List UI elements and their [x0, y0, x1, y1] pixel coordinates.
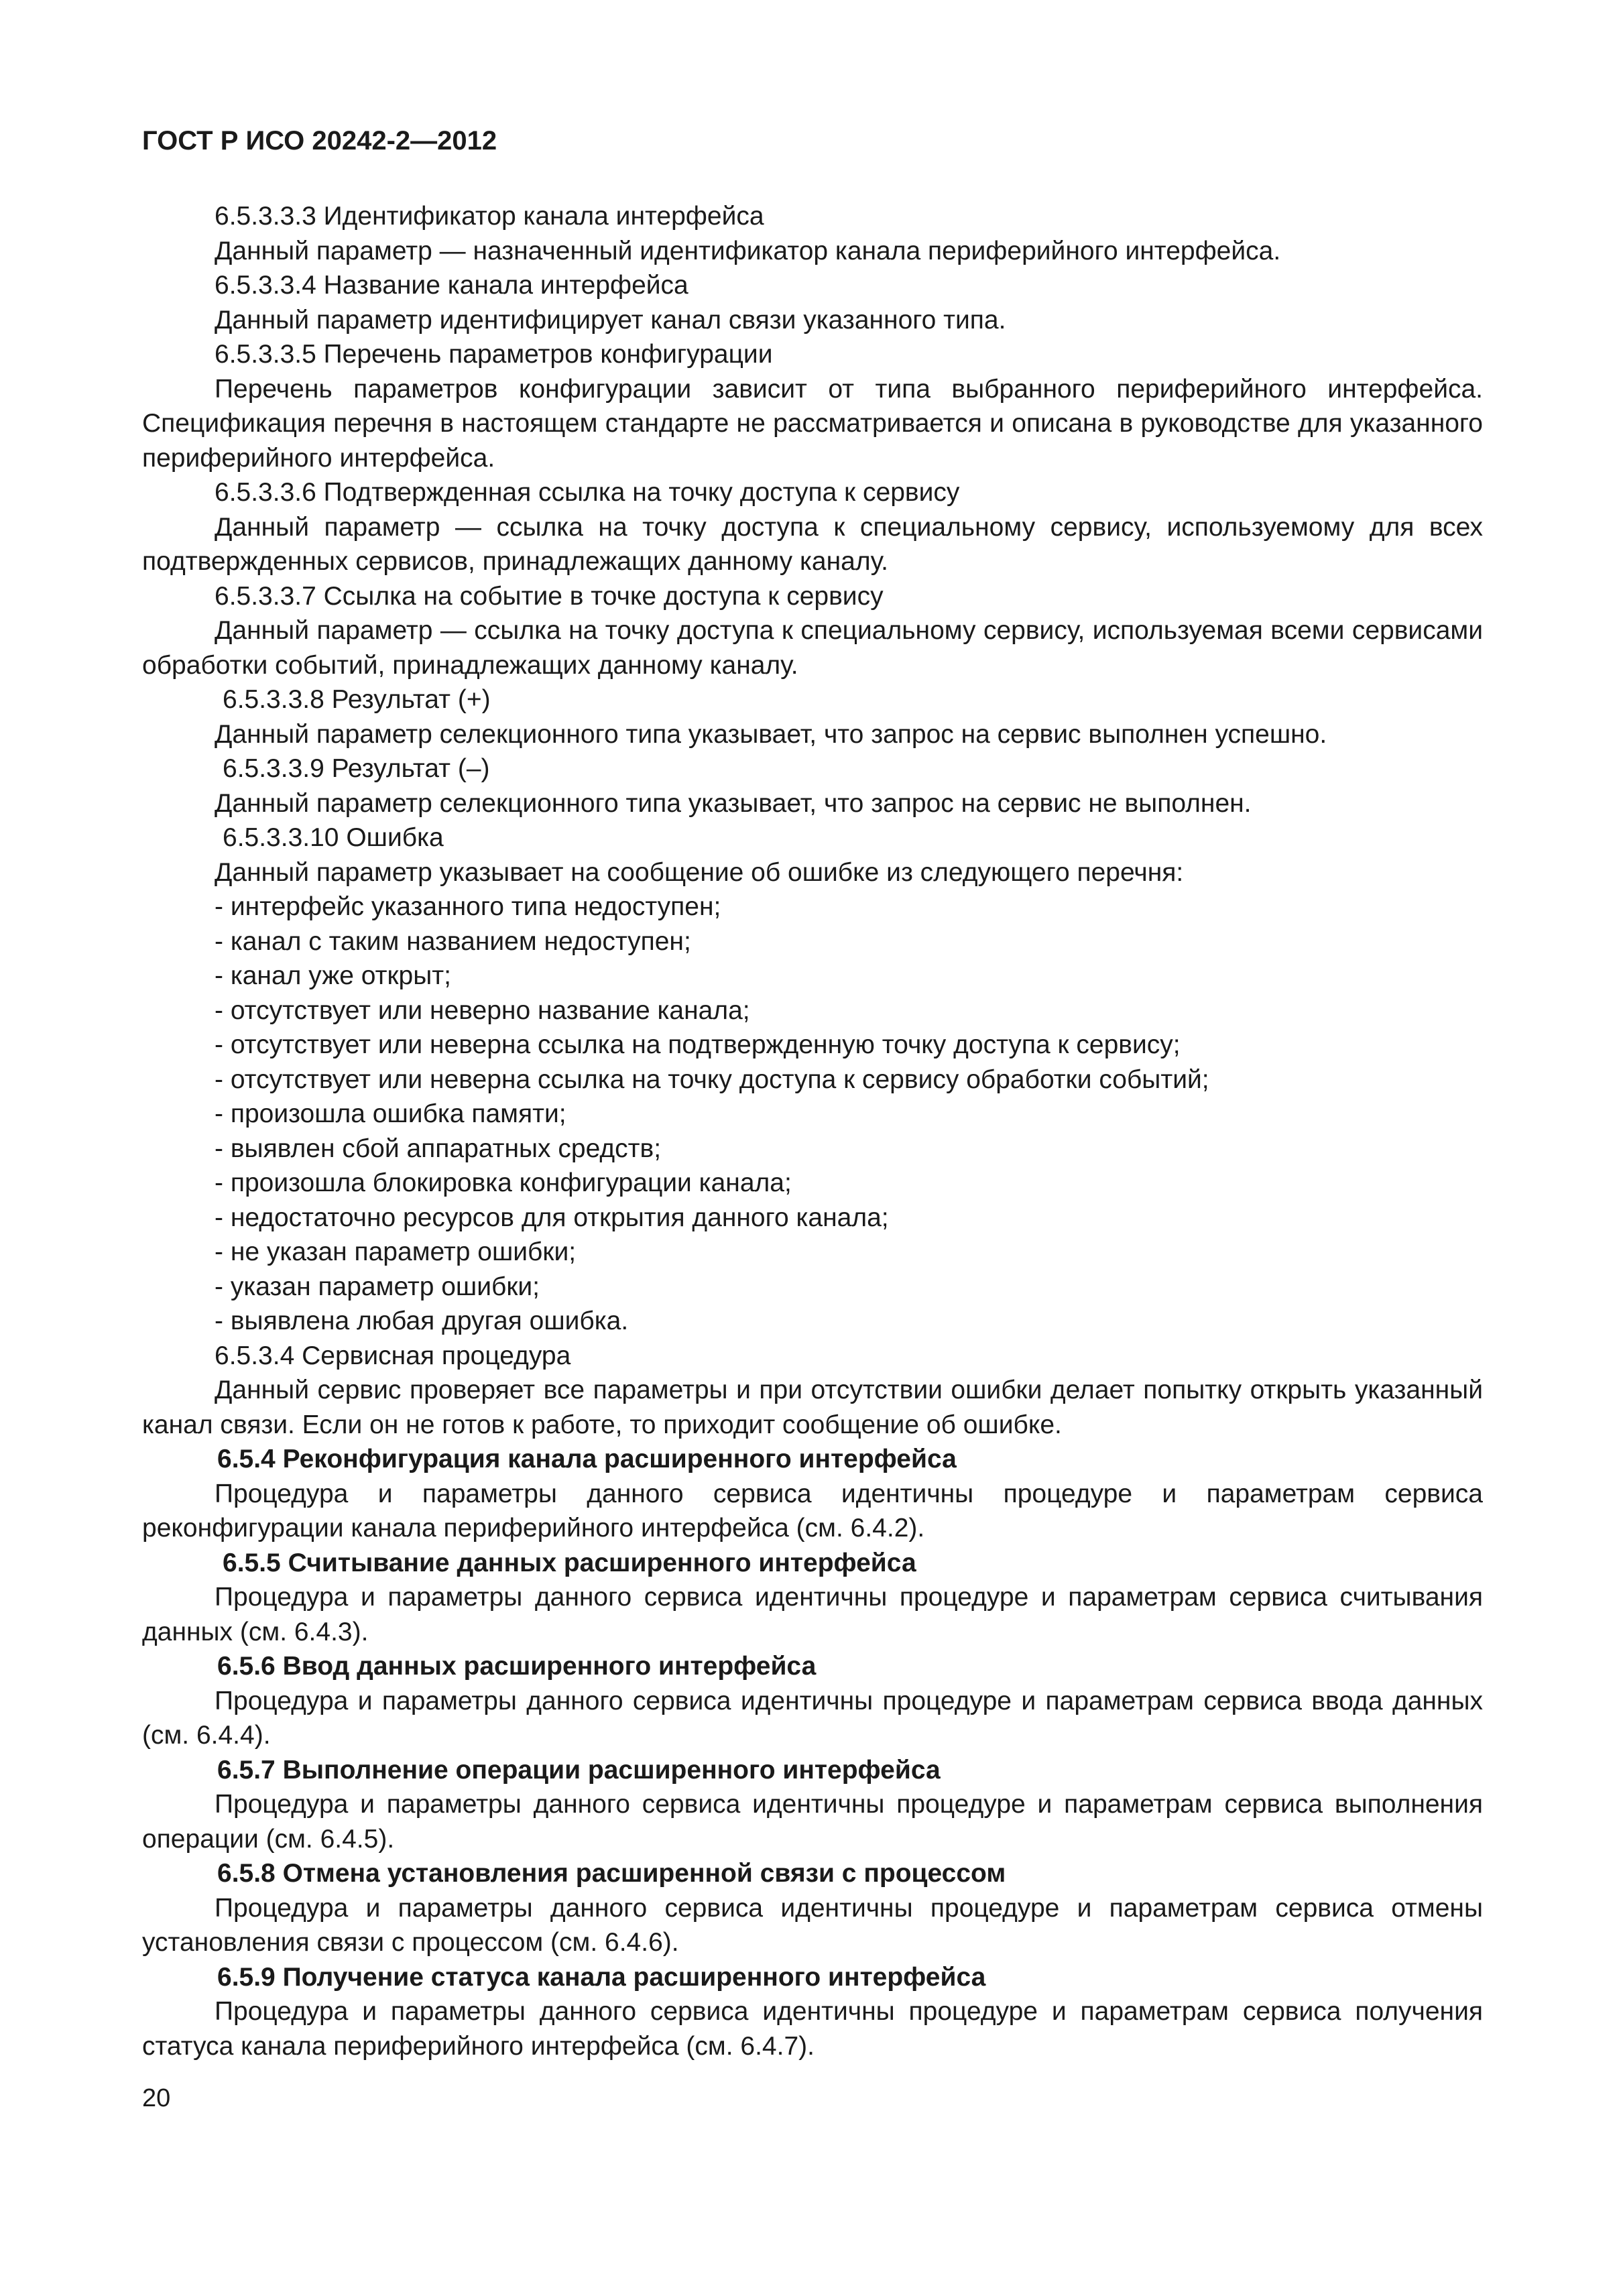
- document-header: ГОСТ Р ИСО 20242-2—2012: [142, 126, 497, 156]
- error-list-item: - не указан параметр ошибки;: [215, 1237, 577, 1266]
- clause-6-5-3-3-3-heading: 6.5.3.3.3 Идентификатор канала интерфейса: [215, 202, 764, 231]
- section-6-5-7-text: Процедура и параметры данного сервиса идентичны процедуре и параметрам сервиса выполнения операции (см. 6.4.5).: [142, 1790, 1483, 1854]
- error-list-item: - отсутствует или неверна ссылка на подтвержденную точку доступа к сервису;: [215, 1030, 1181, 1059]
- clause-6-5-3-3-6-heading: 6.5.3.3.6 Подтвержденная ссылка на точку доступа к сервису: [215, 478, 960, 507]
- clause-6-5-3-3-7-heading: 6.5.3.3.7 Ссылка на событие в точке доступа к сервису: [215, 581, 884, 611]
- section-6-5-8-text: Процедура и параметры данного сервиса идентичны процедуре и параметрам сервиса отмены установления связи с процессом (см. 6.4.6).: [142, 1893, 1483, 1957]
- section-6-5-7-heading: 6.5.7 Выполнение операции расширенного интерфейса: [217, 1755, 941, 1785]
- clause-6-5-3-3-10-text: Данный параметр указывает на сообщение об ошибке из следующего перечня:: [215, 857, 1184, 887]
- error-list-item: - указан параметр ошибки;: [215, 1272, 540, 1301]
- clause-6-5-3-3-3-text: Данный параметр — назначенный идентификатор канала периферийного интерфейса.: [215, 236, 1281, 265]
- page-number: 20: [142, 2084, 171, 2112]
- clause-6-5-3-3-6-text: Данный параметр — ссылка на точку доступа к специальному сервису, используемому для всех подтвержденных сервисов, принадлежащих данному каналу.: [142, 512, 1483, 576]
- error-list-item: - канал уже открыт;: [215, 961, 451, 990]
- error-list: [142, 890, 1483, 1339]
- clause-6-5-3-3-9-heading: 6.5.3.3.9 Результат (–): [223, 754, 490, 783]
- error-list-item: - канал с таким названием недоступен;: [215, 926, 691, 956]
- section-6-5-5-heading: 6.5.5 Считывание данных расширенного интерфейса: [223, 1548, 916, 1577]
- clause-6-5-3-3-10-heading: 6.5.3.3.10 Ошибка: [223, 823, 444, 852]
- error-list-item: - недостаточно ресурсов для открытия данного канала;: [215, 1203, 889, 1232]
- section-6-5-5-text: Процедура и параметры данного сервиса идентичны процедуре и параметрам сервиса считывания данных (см. 6.4.3).: [142, 1583, 1483, 1646]
- clause-6-5-3-4-text: Данный сервис проверяет все параметры и при отсутствии ошибки делает попытку открыть указанный канал связи. Если он не готов к работе, то приходит сообщение об ошибке.: [142, 1376, 1483, 1439]
- error-list-item: - интерфейс указанного типа недоступен;: [215, 892, 721, 921]
- section-6-5-9-heading: 6.5.9 Получение статуса канала расширенного интерфейса: [217, 1962, 986, 1992]
- clause-6-5-3-3-8-text: Данный параметр селекционного типа указывает, что запрос на сервис выполнен успешно.: [215, 719, 1327, 749]
- section-6-5-9-text: Процедура и параметры данного сервиса идентичны процедуре и параметрам сервиса получения статуса канала периферийного интерфейса (см. 6.4.7).: [142, 1997, 1483, 2061]
- clause-6-5-3-3-4-text: Данный параметр идентифицирует канал связи указанного типа.: [215, 305, 1006, 335]
- document-body: [142, 199, 1483, 2063]
- section-6-5-6-heading: 6.5.6 Ввод данных расширенного интерфейса: [217, 1652, 817, 1681]
- clause-6-5-3-3-4-heading: 6.5.3.3.4 Название канала интерфейса: [215, 271, 688, 300]
- error-list-item: - отсутствует или неверно название канала;: [215, 995, 750, 1025]
- clause-6-5-3-3-5-text: Перечень параметров конфигурации зависит от типа выбранного периферийного интерфейса. Спецификация перечня в настоящем стандарте не рассматривается и описана в руководстве для указанного периферийного интерфейса.: [142, 374, 1483, 473]
- section-6-5-8-heading: 6.5.8 Отмена установления расширенной связи с процессом: [217, 1859, 1006, 1888]
- error-list-item: - произошла блокировка конфигурации канала;: [215, 1168, 792, 1197]
- clause-6-5-3-3-9-text: Данный параметр селекционного типа указывает, что запрос на сервис не выполнен.: [215, 788, 1252, 818]
- error-list-item: - произошла ошибка памяти;: [215, 1099, 566, 1128]
- error-list-item: - выявлена любая другая ошибка.: [215, 1307, 629, 1335]
- section-6-5-6-text: Процедура и параметры данного сервиса идентичны процедуре и параметрам сервиса ввода данных (см. 6.4.4).: [142, 1686, 1483, 1750]
- clause-6-5-3-3-5-heading: 6.5.3.3.5 Перечень параметров конфигурации: [215, 340, 773, 369]
- clause-6-5-3-4-heading: 6.5.3.4 Сервисная процедура: [215, 1341, 571, 1370]
- section-6-5-4-text: Процедура и параметры данного сервиса идентичны процедуре и параметрам сервиса реконфигурации канала периферийного интерфейса (см. 6.4.2).: [142, 1479, 1483, 1543]
- error-list-item: - выявлен сбой аппаратных средств;: [215, 1134, 662, 1163]
- clause-6-5-3-3-7-text: Данный параметр — ссылка на точку доступа к специальному сервису, используемая всеми сервисами обработки событий, принадлежащих данному каналу.: [142, 616, 1483, 680]
- clause-6-5-3-3-8-heading: 6.5.3.3.8 Результат (+): [223, 685, 491, 714]
- error-list-item: - отсутствует или неверна ссылка на точку доступа к сервису обработки событий;: [215, 1065, 1209, 1094]
- section-6-5-4-heading: 6.5.4 Реконфигурация канала расширенного интерфейса: [217, 1445, 957, 1473]
